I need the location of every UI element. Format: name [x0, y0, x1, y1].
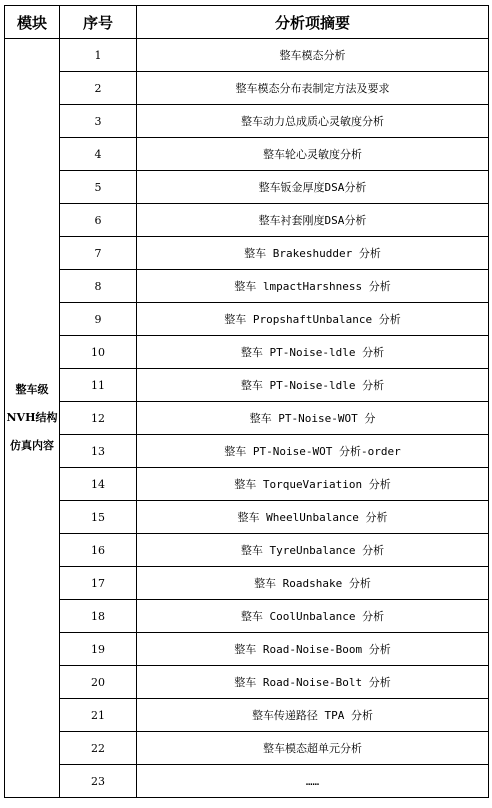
row-description: 整车模态分析: [137, 39, 489, 72]
row-description: 整车 WheelUnbalance 分析: [137, 501, 489, 534]
table-row: [5, 501, 489, 534]
table-row: [5, 105, 489, 138]
table-row: [5, 567, 489, 600]
row-description: 整车 Brakeshudder 分析: [137, 237, 489, 270]
table-row: [5, 39, 489, 72]
row-description: 整车钣金厚度DSA分析: [137, 171, 489, 204]
table-row: [5, 204, 489, 237]
module-line: 整车级: [15, 383, 49, 396]
row-number: 12: [60, 402, 137, 435]
row-description: 整车 CoolUnbalance 分析: [137, 600, 489, 633]
header-summary: 分析项摘要: [137, 6, 489, 39]
module-line: 仿真内容: [10, 439, 54, 452]
row-description: 整车 TorqueVariation 分析: [137, 468, 489, 501]
row-description: 整车衬套刚度DSA分析: [137, 204, 489, 237]
row-number: 18: [60, 600, 137, 633]
row-description: 整车 PropshaftUnbalance 分析: [137, 303, 489, 336]
row-description: 整车模态超单元分析: [137, 732, 489, 765]
row-number: 14: [60, 468, 137, 501]
table-row: [5, 534, 489, 567]
row-number: 10: [60, 336, 137, 369]
table-row: [5, 402, 489, 435]
header-row: [5, 6, 489, 39]
analysis-table: [4, 5, 489, 798]
table-row: [5, 633, 489, 666]
row-description: 整车 PT-Noise-WOT 分析-order: [137, 435, 489, 468]
table-row: [5, 600, 489, 633]
row-number: 15: [60, 501, 137, 534]
row-description: 整车 Roadshake 分析: [137, 567, 489, 600]
row-description: 整车轮心灵敏度分析: [137, 138, 489, 171]
row-number: 6: [60, 204, 137, 237]
table-row: [5, 369, 489, 402]
table-row: [5, 435, 489, 468]
row-number: 11: [60, 369, 137, 402]
table-row: [5, 468, 489, 501]
row-description: 整车 PT-Noise-WOT 分: [137, 402, 489, 435]
row-number: 3: [60, 105, 137, 138]
row-number: 9: [60, 303, 137, 336]
module-cell: [5, 39, 60, 798]
row-number: 2: [60, 72, 137, 105]
row-description: ……: [137, 765, 489, 798]
row-number: 7: [60, 237, 137, 270]
row-description: 整车 Road-Noise-Boom 分析: [137, 633, 489, 666]
row-number: 8: [60, 270, 137, 303]
row-number: 1: [60, 39, 137, 72]
row-number: 19: [60, 633, 137, 666]
header-index: 序号: [60, 6, 137, 39]
table-row: [5, 270, 489, 303]
row-description: 整车 TyreUnbalance 分析: [137, 534, 489, 567]
table-row: [5, 72, 489, 105]
row-number: 23: [60, 765, 137, 798]
table-row: [5, 138, 489, 171]
row-description: 整车 PT-Noise-ldle 分析: [137, 369, 489, 402]
row-number: 4: [60, 138, 137, 171]
row-number: 22: [60, 732, 137, 765]
row-description: 整车动力总成质心灵敏度分析: [137, 105, 489, 138]
table-row: [5, 666, 489, 699]
row-description: 整车 PT-Noise-ldle 分析: [137, 336, 489, 369]
module-line: NVH结构: [6, 411, 58, 424]
row-number: 13: [60, 435, 137, 468]
row-description: 整车 Road-Noise-Bolt 分析: [137, 666, 489, 699]
row-description: 整车传递路径 TPA 分析: [137, 699, 489, 732]
row-number: 20: [60, 666, 137, 699]
table-row: [5, 171, 489, 204]
table-row: [5, 303, 489, 336]
table-row: [5, 699, 489, 732]
header-module: 模块: [5, 6, 60, 39]
table-row: [5, 336, 489, 369]
row-number: 17: [60, 567, 137, 600]
row-description: 整车模态分布表制定方法及要求: [137, 72, 489, 105]
row-number: 16: [60, 534, 137, 567]
table-row: [5, 732, 489, 765]
row-description: 整车 lmpactHarshness 分析: [137, 270, 489, 303]
row-number: 5: [60, 171, 137, 204]
row-number: 21: [60, 699, 137, 732]
table-row: [5, 237, 489, 270]
table-row: [5, 765, 489, 798]
